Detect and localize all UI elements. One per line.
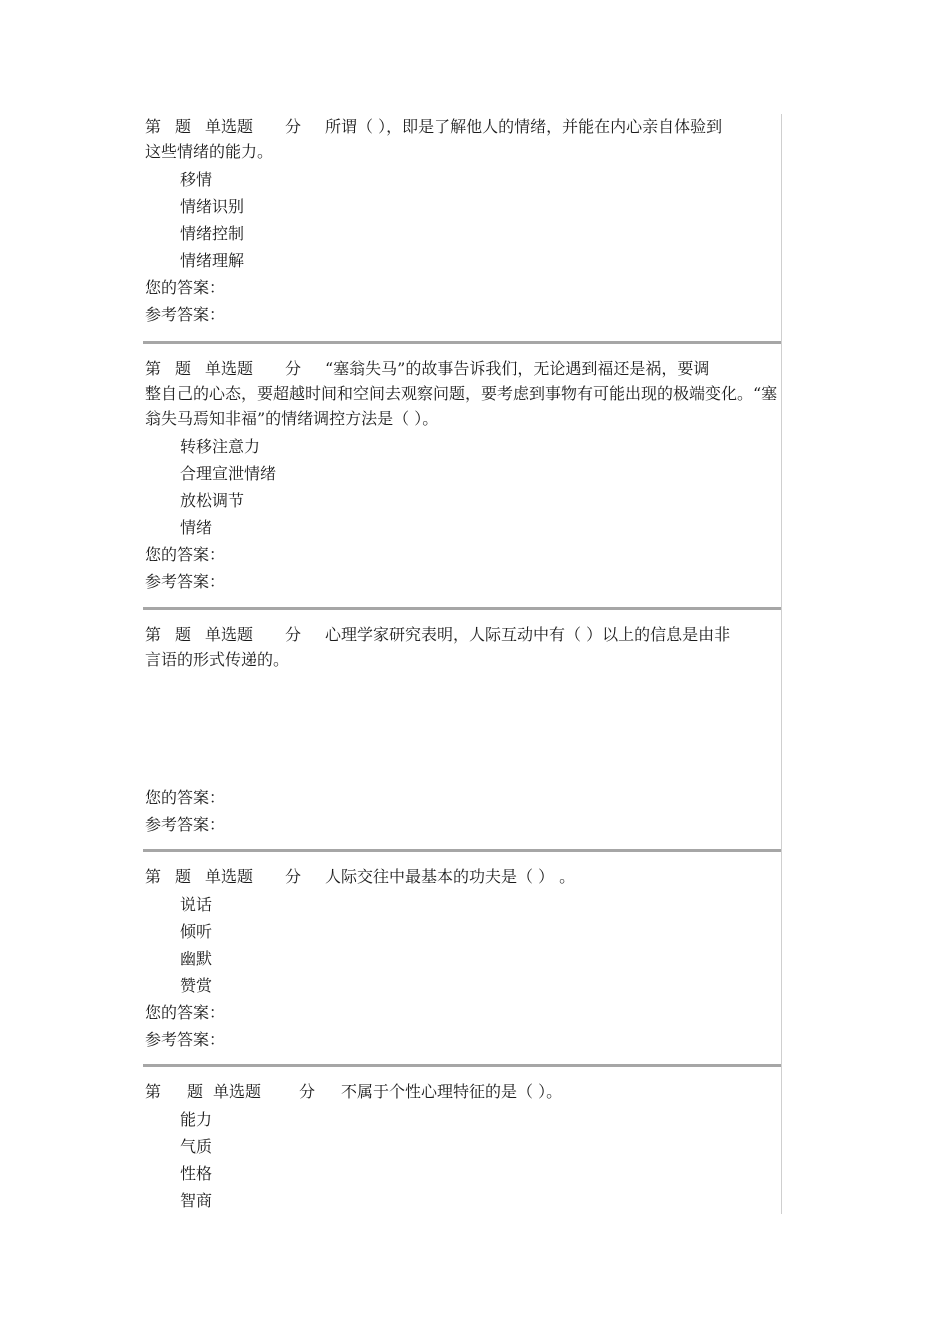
question-stem-line: “塞翁失马”的故事告诉我们，无论遇到福还是祸，要调 [325,359,710,378]
question-type: 单选题 [205,625,254,644]
option[interactable]: 情绪控制 [180,224,245,243]
option[interactable]: 气质 [180,1137,213,1156]
option[interactable]: 能力 [180,1110,213,1129]
question-type: 单选题 [205,867,254,886]
option[interactable]: 性格 [180,1164,213,1183]
exam-sheet [143,114,782,1214]
question-number-suffix: 题 [175,117,192,136]
question-stem-line: 不属于个性心理特征的是（ ）。 [341,1082,563,1101]
question-header [143,114,781,139]
reference-answer-label: 参考答案： [145,572,226,591]
question-header [143,622,781,647]
option-list [143,1106,781,1214]
question-number-suffix: 题 [175,359,192,378]
question-stem-line: 人际交往中最基本的功夫是（ ） 。 [325,867,576,886]
option[interactable]: 放松调节 [180,491,245,510]
option[interactable]: 倾听 [180,922,213,941]
question-type: 单选题 [205,117,254,136]
question-number-suffix: 题 [175,867,192,886]
question-header [143,356,781,381]
option[interactable]: 情绪理解 [180,251,245,270]
question-score: 分 [285,867,302,886]
option[interactable]: 幽默 [180,949,213,968]
question-stem-line: 所谓（ ），即是了解他人的情绪，并能在内心亲自体验到 [325,117,723,136]
question-number-prefix: 第 [145,117,162,136]
reference-answer-label: 参考答案： [145,305,226,324]
question-header [143,1079,781,1104]
option[interactable]: 说话 [180,895,213,914]
your-answer-label: 您的答案： [145,545,226,564]
question-4 [143,864,781,1067]
question-header [143,864,781,889]
option-list [143,891,781,999]
question-stem-continued: 整自己的心态，要超越时间和空间去观察问题，要考虑到事物有可能出现的极端变化。“塞翁失马焉知非福”的情绪调控方法是（ ）。 [145,384,778,428]
question-score: 分 [285,359,302,378]
option[interactable]: 移情 [180,170,213,189]
question-number-prefix: 第 [145,867,162,886]
option[interactable]: 情绪 [180,518,213,537]
question-stem-continued: 言语的形式传递的。 [145,650,290,669]
option[interactable]: 赞赏 [180,976,213,995]
empty-options-area [143,672,781,784]
your-answer-label: 您的答案： [145,1003,226,1022]
question-number-prefix: 第 [145,625,162,644]
option-list [143,433,781,541]
question-score: 分 [285,625,302,644]
question-stem-continued: 这些情绪的能力。 [145,142,274,161]
reference-answer-label: 参考答案： [145,815,226,834]
option-list [143,166,781,274]
question-3 [143,622,781,852]
question-number-suffix: 题 [187,1082,204,1101]
question-number-suffix: 题 [175,625,192,644]
question-type: 单选题 [205,359,254,378]
question-score: 分 [299,1082,316,1101]
question-number-prefix: 第 [145,1082,162,1101]
reference-answer-label: 参考答案： [145,1030,226,1049]
your-answer-label: 您的答案： [145,788,226,807]
question-2 [143,356,781,610]
question-score: 分 [285,117,302,136]
option[interactable]: 合理宣泄情绪 [180,464,277,483]
question-type: 单选题 [213,1082,262,1101]
question-number-prefix: 第 [145,359,162,378]
option[interactable]: 转移注意力 [180,437,261,456]
option[interactable]: 情绪识别 [180,197,245,216]
question-stem-line: 心理学家研究表明，人际互动中有（ ）以上的信息是由非 [325,625,731,644]
your-answer-label: 您的答案： [145,278,226,297]
question-5 [143,1079,781,1214]
question-1 [143,114,781,344]
option[interactable]: 智商 [180,1191,213,1210]
